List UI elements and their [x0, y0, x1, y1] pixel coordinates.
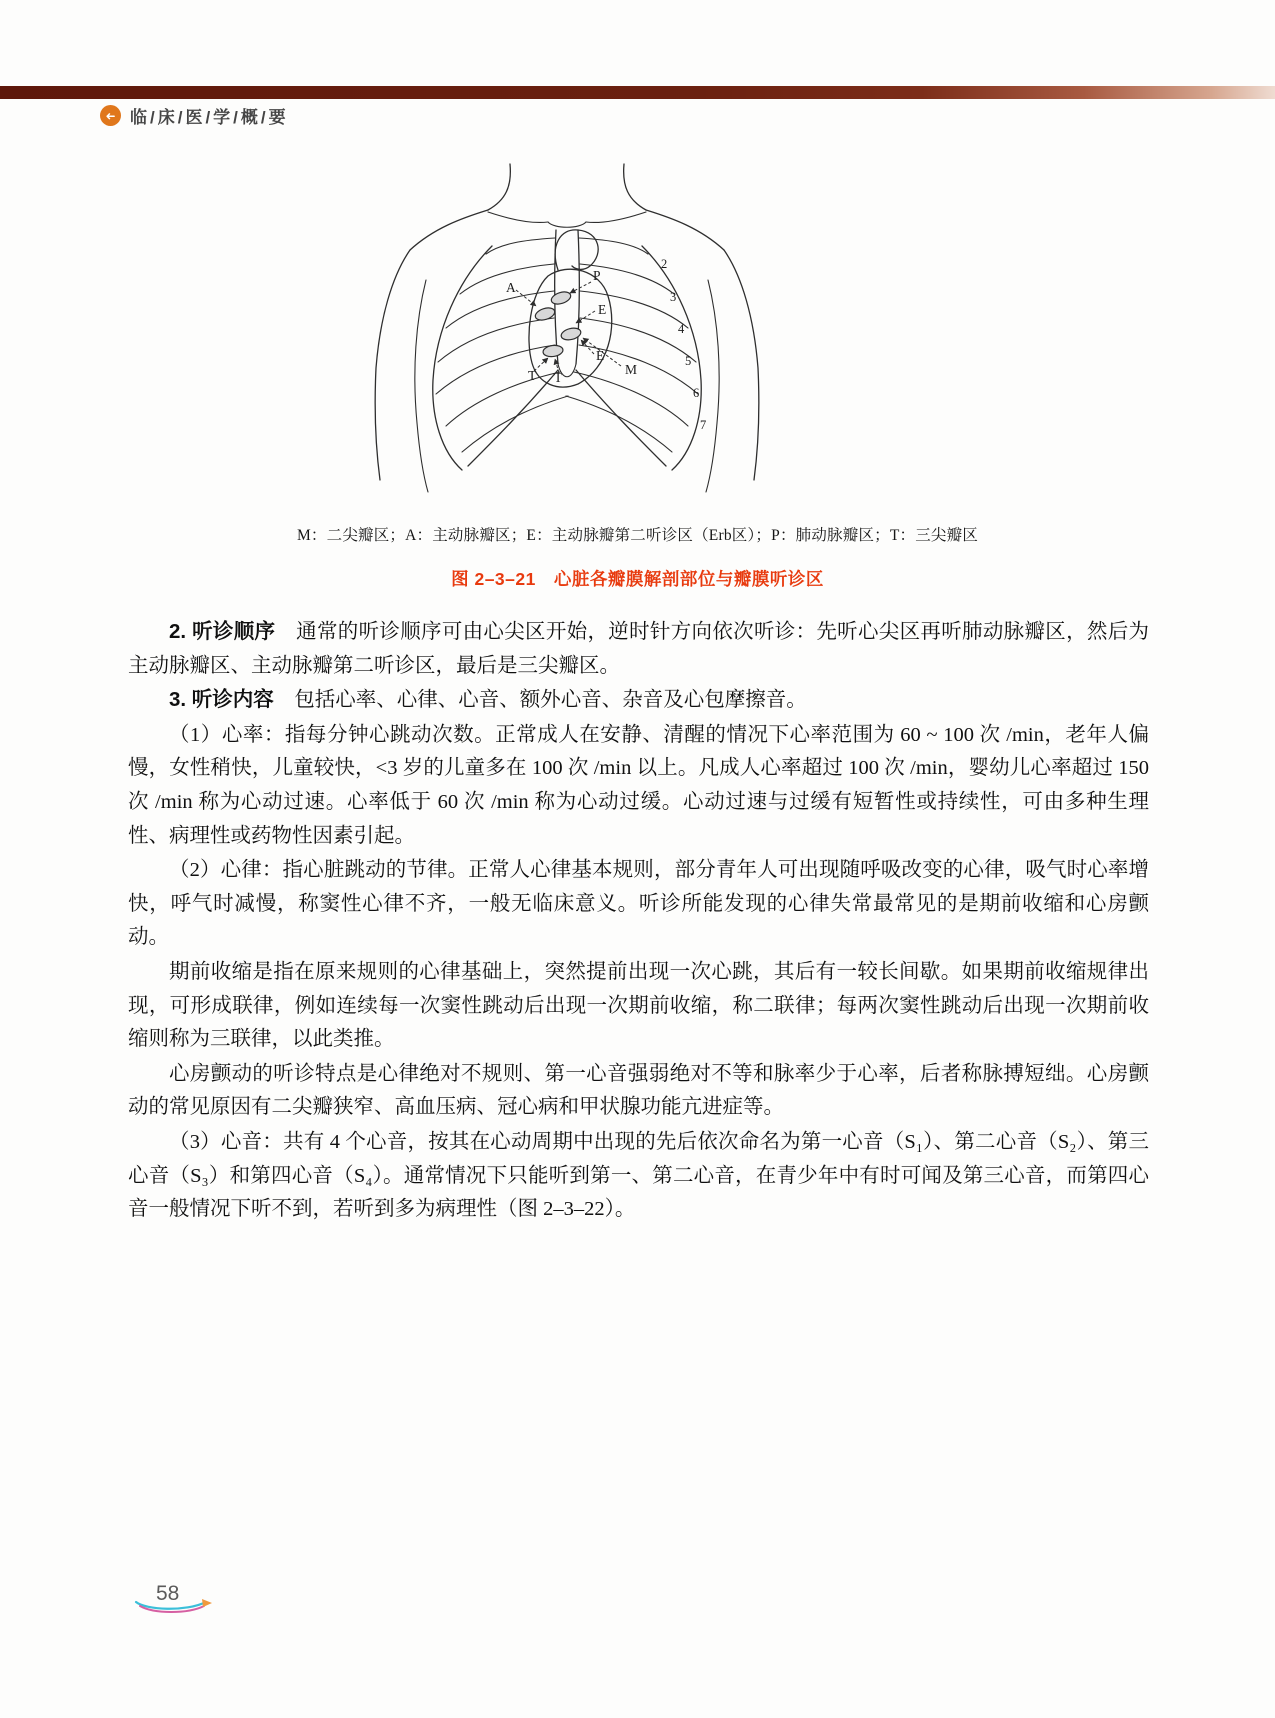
pulmonary-valve-mark: [550, 290, 572, 307]
paragraph-atrial-fibrillation: [128, 1057, 1149, 1125]
rib-number-6: 6: [693, 386, 700, 400]
rib-number-4: 4: [678, 322, 685, 336]
paragraph-text: 期前收缩是指在原来规则的心律基础上，突然提前出现一次心跳，其后有一较长间歇。如果期前收缩规律出现，可形成联律，例如连续每一次窦性跳动后出现一次期前收缩，称二联律；每两次窦性跳动后出现一次期前收缩则称为三联律，以此类推。: [128, 960, 1149, 1051]
paragraph-auscultation-content: [128, 683, 1149, 718]
valve-label-erb-2: E: [596, 348, 605, 363]
valve-label-erb: E: [598, 302, 607, 317]
rib-number-3: 3: [670, 290, 677, 304]
circle-arrow-icon: ➜: [100, 105, 121, 126]
paragraph-lead: 2. 听诊顺序: [169, 620, 276, 643]
book-title: 临/床/医/学/概/要: [130, 108, 289, 127]
valve-label-tricuspid: T: [528, 368, 537, 383]
valve-label-aortic: A: [506, 280, 516, 295]
anatomy-figure: [362, 158, 774, 506]
rib-number-5: 5: [685, 354, 692, 368]
paragraph-auscultation-order: [128, 615, 1149, 683]
page-number: 58: [156, 1582, 180, 1605]
paragraph-text: 包括心率、心律、心音、额外心音、杂音及心包摩擦音。: [273, 689, 807, 712]
paragraph-heart-rhythm: [128, 853, 1149, 955]
rib-number-2: 2: [661, 257, 668, 271]
paragraph-text: 通常的听诊顺序可由心尖区开始，逆时针方向依次听诊：先听心尖区再听肺动脉瓣区，然后为主动脉瓣区、主动脉瓣第二听诊区，最后是三尖瓣区。: [128, 621, 1150, 677]
valve-label-tricuspid-2: T: [554, 370, 563, 385]
valve-label-pulmonary: P: [593, 268, 601, 283]
paragraph-heart-sounds: [128, 1125, 1149, 1227]
top-decorative-bar: [0, 86, 1275, 99]
figure-caption: M：二尖瓣区；A：主动脉瓣区；E：主动脉瓣第二听诊区（Erb区）；P：肺动脉瓣区；T：三尖瓣区: [296, 527, 979, 544]
paragraph-premature-beats: [128, 955, 1149, 1057]
mitral-valve-mark: [560, 326, 582, 342]
rib-number-labels: [661, 257, 706, 432]
page-body: [0, 158, 1275, 1227]
paragraph-lead: 3. 听诊内容: [169, 688, 274, 712]
figure-title: 图 2–3–21 心脏各瓣膜解剖部位与瓣膜听诊区: [451, 569, 824, 589]
ribcage-illustration: [362, 158, 774, 506]
torso-outline: [375, 164, 759, 492]
paragraph-text: （3）心音：共有 4 个心音，按其在心动周期中出现的先后依次命名为第一心音（S₁）、第二心音（S₂）、第三心音（S₃）和第四心音（S₄）。通常情况下只能听到第一、第二心音，在青少年中有时可闻及第三心音，而第四心音一般情况下听不到，若听到多为病理性（图 2–3–22）。: [128, 1130, 1149, 1221]
paragraph-text: 心房颤动的听诊特点是心律绝对不规则、第一心音强弱绝对不等和脉率少于心率，后者称脉搏短绌。心房颤动的常见原因有二尖瓣狭窄、高血压病、冠心病和甲状腺功能亢进症等。: [128, 1062, 1149, 1119]
valve-label-mitral: M: [625, 362, 638, 377]
paragraph-text: （1）心率：指每分钟心跳动次数。正常成人在安静、清醒的情况下心率范围为 60 ~ 100 次 /min，老年人偏慢，女性稍快，儿童较快，<3 岁的儿童多在 100 次 /min 以上。凡成人心率超过 100 次 /min，婴幼儿心率超过 150 次 /min 称为心动过速。心率低于 60 次 /min 称为心动过缓。心动过速与过缓有短暂性或持续性，可由多种生理性、病理性或药物性因素引起。: [128, 723, 1149, 847]
body-text: [128, 615, 1149, 1227]
page-header: [100, 103, 289, 128]
page-number-area: [132, 1580, 216, 1618]
paragraph-heart-rate: [128, 718, 1149, 853]
rib-number-7: 7: [700, 418, 707, 432]
paragraph-text: （2）心律：指心脏跳动的节律。正常人心律基本规则，部分青年人可出现随呼吸改变的心律，吸气时心率增快，呼气时减慢，称窦性心律不齐，一般无临床意义。听诊所能发现的心律失常最常见的是期前收缩和心房颤动。: [128, 859, 1149, 949]
valve-labels: [506, 268, 637, 385]
aortic-valve-mark: [534, 306, 556, 323]
